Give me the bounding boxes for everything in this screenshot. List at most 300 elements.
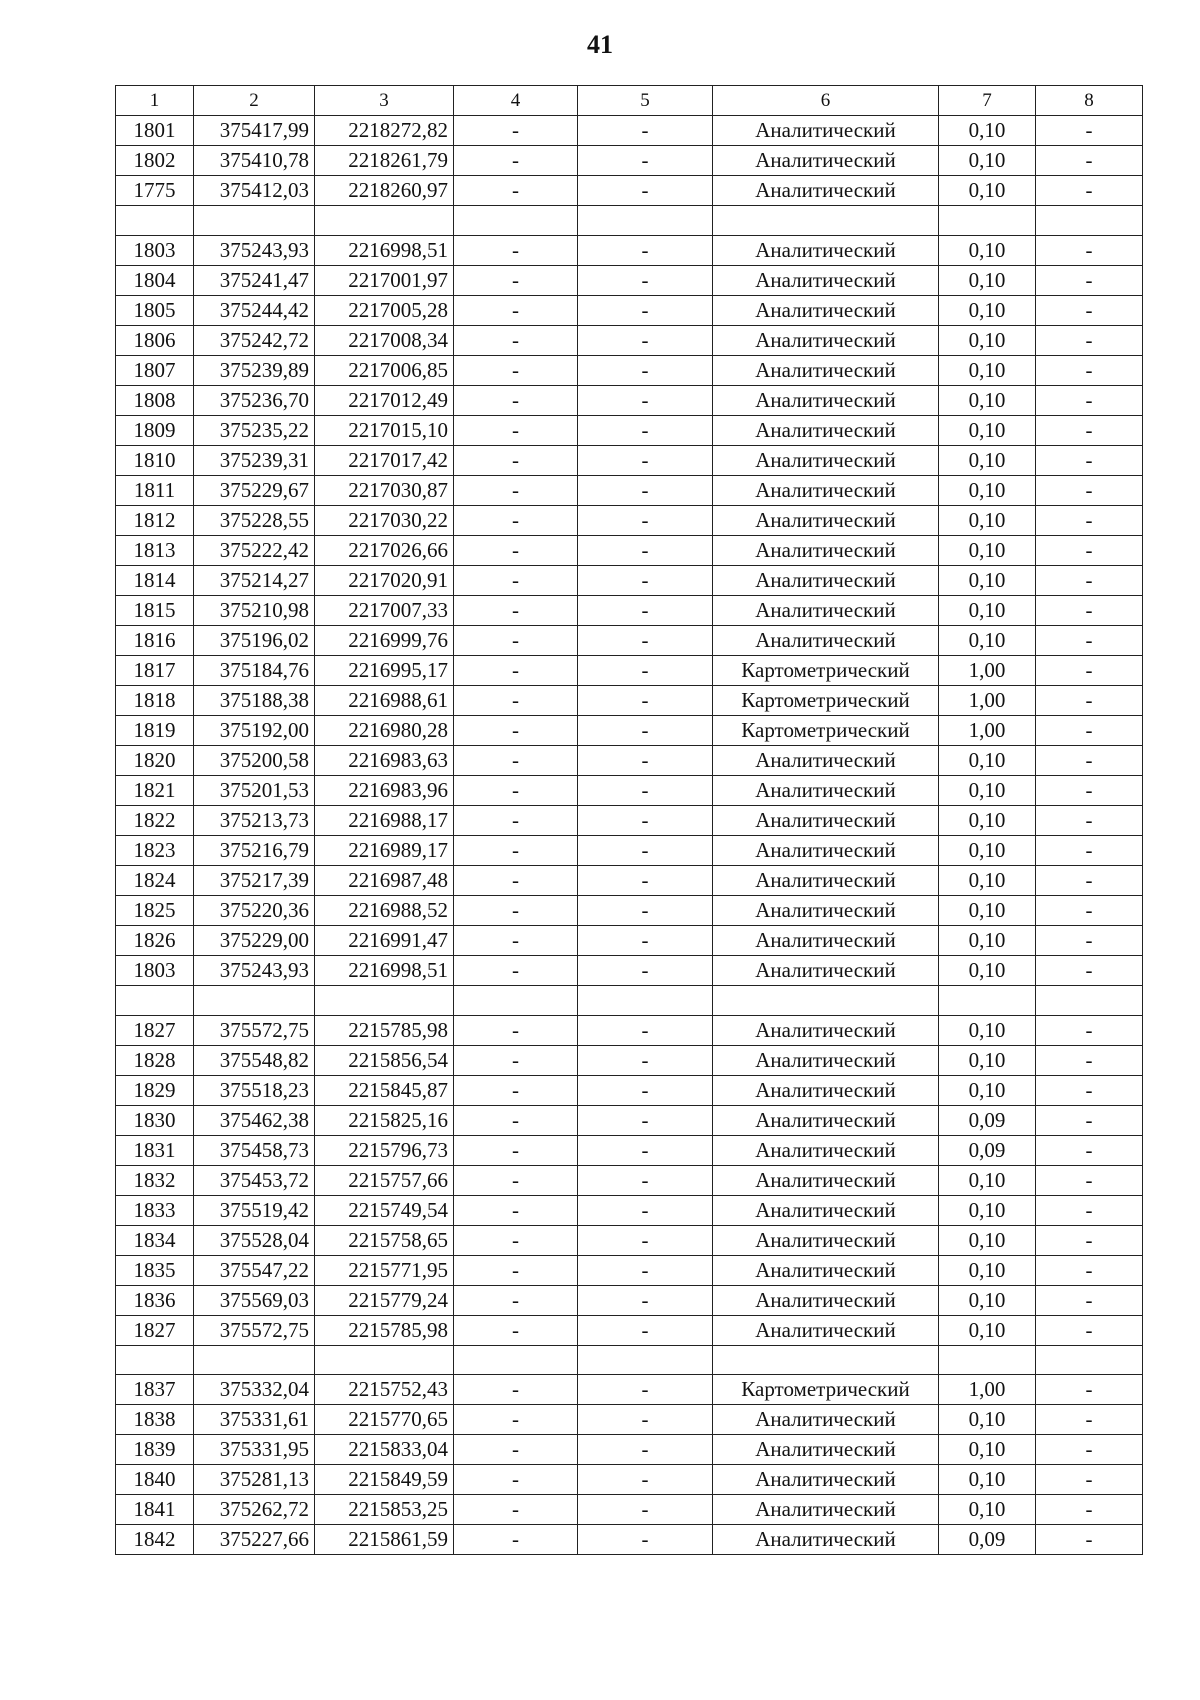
y-coordinate-cell: 2217012,49 [315, 385, 454, 415]
col-8-cell: - [1036, 295, 1143, 325]
method-cell: Аналитический [713, 415, 939, 445]
method-cell: Аналитический [713, 1525, 939, 1555]
col-8-cell: - [1036, 1285, 1143, 1315]
x-coordinate-cell: 375332,04 [194, 1375, 315, 1405]
col-8-cell: - [1036, 445, 1143, 475]
point-number-cell: 1818 [116, 685, 194, 715]
point-number-cell: 1817 [116, 655, 194, 685]
accuracy-cell: 0,10 [939, 925, 1036, 955]
method-cell: Аналитический [713, 1435, 939, 1465]
y-coordinate-cell: 2215779,24 [315, 1285, 454, 1315]
x-coordinate-cell: 375410,78 [194, 146, 315, 176]
method-cell: Аналитический [713, 565, 939, 595]
method-cell: Аналитический [713, 176, 939, 206]
table-row [116, 415, 1143, 445]
method-cell: Аналитический [713, 925, 939, 955]
col-5-cell: - [578, 655, 713, 685]
y-coordinate-cell: 2217008,34 [315, 325, 454, 355]
col-5-cell: - [578, 1525, 713, 1555]
col-4-cell: - [454, 1105, 578, 1135]
accuracy-cell: 0,10 [939, 445, 1036, 475]
y-coordinate-cell: 2216991,47 [315, 925, 454, 955]
y-coordinate-cell: 2217015,10 [315, 415, 454, 445]
table-row [116, 445, 1143, 475]
point-number-cell: 1833 [116, 1195, 194, 1225]
col-5-cell: - [578, 265, 713, 295]
method-cell: Аналитический [713, 1285, 939, 1315]
y-coordinate-cell: 2217017,42 [315, 445, 454, 475]
x-coordinate-cell: 375243,93 [194, 235, 315, 265]
method-cell: Аналитический [713, 1315, 939, 1345]
point-number-cell: 1803 [116, 235, 194, 265]
x-coordinate-cell: 375242,72 [194, 325, 315, 355]
accuracy-cell: 0,10 [939, 355, 1036, 385]
point-number-cell: 1837 [116, 1375, 194, 1405]
table-row [116, 1195, 1143, 1225]
table-row [116, 925, 1143, 955]
accuracy-cell: 0,10 [939, 265, 1036, 295]
y-coordinate-cell: 2215861,59 [315, 1525, 454, 1555]
point-number-cell: 1813 [116, 535, 194, 565]
accuracy-cell: 1,00 [939, 685, 1036, 715]
x-coordinate-cell [194, 985, 315, 1015]
col-5-cell: - [578, 1105, 713, 1135]
col-4-cell [454, 985, 578, 1015]
col-5-cell: - [578, 475, 713, 505]
point-number-cell: 1838 [116, 1405, 194, 1435]
method-cell: Аналитический [713, 445, 939, 475]
method-cell: Аналитический [713, 325, 939, 355]
table-row [116, 505, 1143, 535]
table-row [116, 1135, 1143, 1165]
table-body [116, 116, 1143, 1555]
header-cell-accuracy: 7 [939, 86, 1036, 116]
col-8-cell: - [1036, 895, 1143, 925]
accuracy-cell: 0,10 [939, 1075, 1036, 1105]
x-coordinate-cell: 375519,42 [194, 1195, 315, 1225]
x-coordinate-cell: 375518,23 [194, 1075, 315, 1105]
x-coordinate-cell: 375196,02 [194, 625, 315, 655]
x-coordinate-cell: 375229,67 [194, 475, 315, 505]
col-4-cell: - [454, 325, 578, 355]
method-cell: Аналитический [713, 385, 939, 415]
method-cell: Аналитический [713, 1405, 939, 1435]
col-4-cell: - [454, 715, 578, 745]
col-5-cell: - [578, 176, 713, 206]
col-5-cell: - [578, 595, 713, 625]
col-5-cell: - [578, 1135, 713, 1165]
table-row [116, 775, 1143, 805]
col-5-cell: - [578, 1495, 713, 1525]
col-8-cell [1036, 206, 1143, 236]
accuracy-cell: 1,00 [939, 1375, 1036, 1405]
accuracy-cell: 0,10 [939, 775, 1036, 805]
col-4-cell: - [454, 1315, 578, 1345]
point-number-cell: 1826 [116, 925, 194, 955]
col-5-cell: - [578, 1195, 713, 1225]
method-cell: Аналитический [713, 295, 939, 325]
accuracy-cell: 0,10 [939, 176, 1036, 206]
col-5-cell: - [578, 1015, 713, 1045]
accuracy-cell: 1,00 [939, 715, 1036, 745]
method-cell: Аналитический [713, 955, 939, 985]
y-coordinate-cell: 2217026,66 [315, 535, 454, 565]
col-8-cell: - [1036, 1045, 1143, 1075]
table-row [116, 475, 1143, 505]
method-cell: Аналитический [713, 505, 939, 535]
header-row [116, 86, 1143, 116]
table-row [116, 1375, 1143, 1405]
col-8-cell: - [1036, 1165, 1143, 1195]
col-8-cell: - [1036, 176, 1143, 206]
col-5-cell: - [578, 1375, 713, 1405]
point-number-cell: 1839 [116, 1435, 194, 1465]
table-row [116, 1105, 1143, 1135]
x-coordinate-cell: 375462,38 [194, 1105, 315, 1135]
point-number-cell: 1840 [116, 1465, 194, 1495]
col-5-cell: - [578, 805, 713, 835]
col-8-cell: - [1036, 325, 1143, 355]
point-number-cell: 1802 [116, 146, 194, 176]
col-8-cell [1036, 985, 1143, 1015]
accuracy-cell: 0,10 [939, 1195, 1036, 1225]
method-cell: Аналитический [713, 235, 939, 265]
table-row [116, 655, 1143, 685]
x-coordinate-cell: 375235,22 [194, 415, 315, 445]
accuracy-cell: 0,10 [939, 295, 1036, 325]
point-number-cell: 1815 [116, 595, 194, 625]
point-number-cell: 1809 [116, 415, 194, 445]
x-coordinate-cell: 375412,03 [194, 176, 315, 206]
method-cell: Аналитический [713, 535, 939, 565]
method-cell: Аналитический [713, 1165, 939, 1195]
col-4-cell: - [454, 1285, 578, 1315]
accuracy-cell: 0,09 [939, 1525, 1036, 1555]
col-8-cell: - [1036, 1405, 1143, 1435]
table-row [116, 685, 1143, 715]
table-row [116, 1285, 1143, 1315]
method-cell: Аналитический [713, 1105, 939, 1135]
col-8-cell: - [1036, 1465, 1143, 1495]
x-coordinate-cell: 375200,58 [194, 745, 315, 775]
y-coordinate-cell: 2217006,85 [315, 355, 454, 385]
col-8-cell: - [1036, 1075, 1143, 1105]
separator-row [116, 206, 1143, 236]
table-row [116, 955, 1143, 985]
method-cell: Аналитический [713, 1225, 939, 1255]
col-8-cell: - [1036, 1015, 1143, 1045]
point-number-cell: 1775 [116, 176, 194, 206]
y-coordinate-cell: 2215758,65 [315, 1225, 454, 1255]
table-row [116, 325, 1143, 355]
col-4-cell: - [454, 895, 578, 925]
point-number-cell: 1829 [116, 1075, 194, 1105]
col-5-cell: - [578, 1405, 713, 1435]
x-coordinate-cell: 375528,04 [194, 1225, 315, 1255]
col-8-cell: - [1036, 865, 1143, 895]
col-4-cell: - [454, 865, 578, 895]
accuracy-cell: 0,10 [939, 505, 1036, 535]
y-coordinate-cell: 2217005,28 [315, 295, 454, 325]
col-4-cell: - [454, 1225, 578, 1255]
col-4-cell: - [454, 655, 578, 685]
col-4-cell: - [454, 146, 578, 176]
accuracy-cell [939, 985, 1036, 1015]
x-coordinate-cell: 375453,72 [194, 1165, 315, 1195]
col-4-cell: - [454, 116, 578, 146]
col-5-cell: - [578, 1075, 713, 1105]
y-coordinate-cell: 2215849,59 [315, 1465, 454, 1495]
table-row [116, 1165, 1143, 1195]
method-cell: Аналитический [713, 1135, 939, 1165]
col-5-cell: - [578, 235, 713, 265]
y-coordinate-cell: 2216988,61 [315, 685, 454, 715]
col-4-cell: - [454, 1045, 578, 1075]
col-5-cell: - [578, 925, 713, 955]
y-coordinate-cell: 2215771,95 [315, 1255, 454, 1285]
method-cell: Аналитический [713, 1195, 939, 1225]
accuracy-cell: 0,10 [939, 625, 1036, 655]
y-coordinate-cell: 2217001,97 [315, 265, 454, 295]
accuracy-cell: 0,10 [939, 1045, 1036, 1075]
col-8-cell: - [1036, 1105, 1143, 1135]
method-cell: Аналитический [713, 475, 939, 505]
header-cell-y-coordinate: 3 [315, 86, 454, 116]
table-row [116, 715, 1143, 745]
y-coordinate-cell [315, 985, 454, 1015]
col-5-cell: - [578, 895, 713, 925]
table-row [116, 1435, 1143, 1465]
x-coordinate-cell: 375239,89 [194, 355, 315, 385]
table-row [116, 265, 1143, 295]
col-5-cell: - [578, 775, 713, 805]
col-5-cell: - [578, 1225, 713, 1255]
col-8-cell: - [1036, 955, 1143, 985]
x-coordinate-cell: 375243,93 [194, 955, 315, 985]
table-row [116, 805, 1143, 835]
col-5-cell: - [578, 355, 713, 385]
point-number-cell: 1816 [116, 625, 194, 655]
col-4-cell: - [454, 955, 578, 985]
separator-row [116, 1345, 1143, 1375]
accuracy-cell: 0,10 [939, 235, 1036, 265]
col-8-cell: - [1036, 146, 1143, 176]
col-5-cell: - [578, 715, 713, 745]
x-coordinate-cell: 375217,39 [194, 865, 315, 895]
col-8-cell: - [1036, 1135, 1143, 1165]
y-coordinate-cell: 2217020,91 [315, 565, 454, 595]
method-cell: Аналитический [713, 265, 939, 295]
point-number-cell [116, 985, 194, 1015]
col-4-cell: - [454, 595, 578, 625]
col-4-cell [454, 1345, 578, 1375]
accuracy-cell: 0,10 [939, 116, 1036, 146]
col-8-cell: - [1036, 625, 1143, 655]
col-8-cell: - [1036, 1435, 1143, 1465]
method-cell: Аналитический [713, 745, 939, 775]
y-coordinate-cell: 2216989,17 [315, 835, 454, 865]
point-number-cell: 1827 [116, 1015, 194, 1045]
table-row [116, 625, 1143, 655]
col-4-cell: - [454, 445, 578, 475]
point-number-cell: 1836 [116, 1285, 194, 1315]
col-8-cell: - [1036, 1375, 1143, 1405]
col-8-cell: - [1036, 805, 1143, 835]
table-row [116, 1465, 1143, 1495]
col-8-cell: - [1036, 835, 1143, 865]
accuracy-cell: 0,10 [939, 835, 1036, 865]
point-number-cell: 1828 [116, 1045, 194, 1075]
col-8-cell: - [1036, 565, 1143, 595]
col-4-cell [454, 206, 578, 236]
accuracy-cell: 0,10 [939, 865, 1036, 895]
x-coordinate-cell: 375236,70 [194, 385, 315, 415]
y-coordinate-cell: 2215749,54 [315, 1195, 454, 1225]
table-row [116, 116, 1143, 146]
separator-row [116, 985, 1143, 1015]
col-4-cell: - [454, 176, 578, 206]
point-number-cell: 1811 [116, 475, 194, 505]
y-coordinate-cell [315, 206, 454, 236]
table-row [116, 1315, 1143, 1345]
col-5-cell [578, 985, 713, 1015]
col-4-cell: - [454, 385, 578, 415]
point-number-cell: 1819 [116, 715, 194, 745]
point-number-cell: 1841 [116, 1495, 194, 1525]
col-5-cell: - [578, 445, 713, 475]
col-5-cell: - [578, 535, 713, 565]
col-4-cell: - [454, 1465, 578, 1495]
col-4-cell: - [454, 745, 578, 775]
col-4-cell: - [454, 1135, 578, 1165]
method-cell: Аналитический [713, 595, 939, 625]
col-5-cell: - [578, 1255, 713, 1285]
header-cell-col-8: 8 [1036, 86, 1143, 116]
col-5-cell [578, 1345, 713, 1375]
x-coordinate-cell: 375548,82 [194, 1045, 315, 1075]
x-coordinate-cell [194, 206, 315, 236]
col-8-cell: - [1036, 475, 1143, 505]
accuracy-cell: 0,10 [939, 1255, 1036, 1285]
y-coordinate-cell: 2215785,98 [315, 1315, 454, 1345]
table-row [116, 535, 1143, 565]
y-coordinate-cell: 2215853,25 [315, 1495, 454, 1525]
col-8-cell: - [1036, 235, 1143, 265]
table-row [116, 176, 1143, 206]
accuracy-cell: 1,00 [939, 655, 1036, 685]
col-4-cell: - [454, 835, 578, 865]
x-coordinate-cell [194, 1345, 315, 1375]
header-cell-col-4: 4 [454, 86, 578, 116]
method-cell: Аналитический [713, 1465, 939, 1495]
accuracy-cell: 0,10 [939, 325, 1036, 355]
col-4-cell: - [454, 1195, 578, 1225]
col-8-cell: - [1036, 1315, 1143, 1345]
x-coordinate-cell: 375239,31 [194, 445, 315, 475]
col-4-cell: - [454, 925, 578, 955]
header-cell-x-coordinate: 2 [194, 86, 315, 116]
accuracy-cell: 0,10 [939, 1315, 1036, 1345]
col-8-cell: - [1036, 745, 1143, 775]
x-coordinate-cell: 375572,75 [194, 1315, 315, 1345]
y-coordinate-cell: 2216987,48 [315, 865, 454, 895]
method-cell: Аналитический [713, 865, 939, 895]
col-4-cell: - [454, 475, 578, 505]
table-row [116, 1255, 1143, 1285]
col-5-cell: - [578, 955, 713, 985]
table-row [116, 1405, 1143, 1435]
col-8-cell: - [1036, 775, 1143, 805]
method-cell: Аналитический [713, 116, 939, 146]
col-5-cell [578, 206, 713, 236]
y-coordinate-cell [315, 1345, 454, 1375]
x-coordinate-cell: 375547,22 [194, 1255, 315, 1285]
table-row [116, 1525, 1143, 1555]
x-coordinate-cell: 375417,99 [194, 116, 315, 146]
table-row [116, 235, 1143, 265]
col-5-cell: - [578, 1465, 713, 1495]
page-number: 41 [587, 30, 613, 59]
accuracy-cell: 0,10 [939, 1285, 1036, 1315]
y-coordinate-cell: 2217030,22 [315, 505, 454, 535]
y-coordinate-cell: 2216995,17 [315, 655, 454, 685]
col-5-cell: - [578, 295, 713, 325]
x-coordinate-cell: 375244,42 [194, 295, 315, 325]
x-coordinate-cell: 375222,42 [194, 535, 315, 565]
point-number-cell: 1803 [116, 955, 194, 985]
accuracy-cell: 0,10 [939, 1495, 1036, 1525]
y-coordinate-cell: 2215825,16 [315, 1105, 454, 1135]
method-cell: Картометрический [713, 1375, 939, 1405]
col-5-cell: - [578, 1435, 713, 1465]
col-4-cell: - [454, 355, 578, 385]
accuracy-cell: 0,10 [939, 1015, 1036, 1045]
col-4-cell: - [454, 535, 578, 565]
y-coordinate-cell: 2215845,87 [315, 1075, 454, 1105]
col-4-cell: - [454, 1495, 578, 1525]
col-4-cell: - [454, 295, 578, 325]
x-coordinate-cell: 375241,47 [194, 265, 315, 295]
x-coordinate-cell: 375228,55 [194, 505, 315, 535]
x-coordinate-cell: 375572,75 [194, 1015, 315, 1045]
col-4-cell: - [454, 1255, 578, 1285]
accuracy-cell: 0,10 [939, 745, 1036, 775]
point-number-cell: 1804 [116, 265, 194, 295]
col-5-cell: - [578, 505, 713, 535]
col-8-cell: - [1036, 1225, 1143, 1255]
table-row [116, 146, 1143, 176]
point-number-cell: 1835 [116, 1255, 194, 1285]
y-coordinate-cell: 2215757,66 [315, 1165, 454, 1195]
table-row [116, 295, 1143, 325]
col-5-cell: - [578, 1285, 713, 1315]
method-cell: Аналитический [713, 1495, 939, 1525]
y-coordinate-cell: 2216983,96 [315, 775, 454, 805]
table-row [116, 565, 1143, 595]
x-coordinate-cell: 375569,03 [194, 1285, 315, 1315]
col-8-cell [1036, 1345, 1143, 1375]
y-coordinate-cell: 2215770,65 [315, 1405, 454, 1435]
point-number-cell: 1830 [116, 1105, 194, 1135]
method-cell: Аналитический [713, 805, 939, 835]
col-4-cell: - [454, 1165, 578, 1195]
coordinates-table [115, 85, 1143, 1555]
y-coordinate-cell: 2215856,54 [315, 1045, 454, 1075]
point-number-cell: 1824 [116, 865, 194, 895]
col-4-cell: - [454, 505, 578, 535]
col-8-cell: - [1036, 595, 1143, 625]
point-number-cell: 1822 [116, 805, 194, 835]
